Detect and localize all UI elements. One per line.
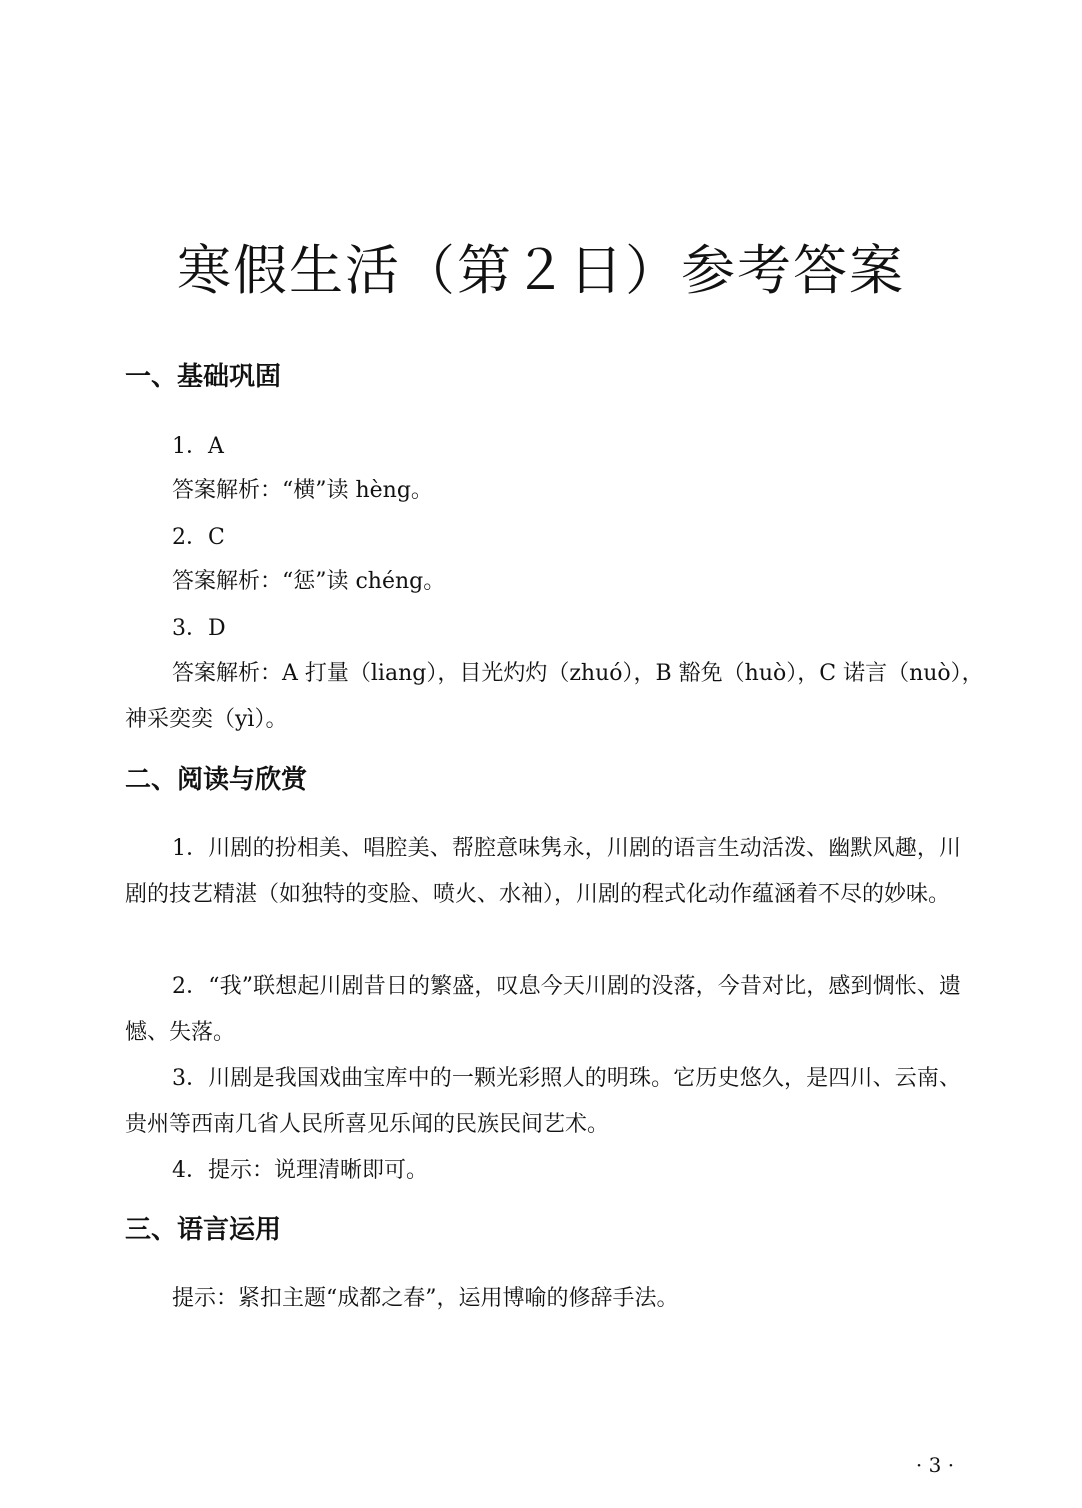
analysis-3-line2: 神采奕奕（yì）。 (125, 707, 288, 732)
answer-3: 3．D (172, 616, 226, 641)
analysis-1: 答案解析：“横”读 hèng。 (172, 478, 433, 503)
page-title: 寒假生活（第２日）参考答案 (177, 239, 905, 302)
section-heading-language: 三、语言运用 (125, 1215, 282, 1245)
reading-answer-1: 1．川剧的扮相美、唱腔美、帮腔意味隽永，川剧的语言生动活泼、幽默风趣，川剧的技艺精湛（如独特的变脸、喷火、水袖），川剧的程式化动作蕴涵着不尽的妙味。 (125, 836, 961, 907)
reading-answer-3: 3．川剧是我国戏曲宝库中的一颗光彩照人的明珠。它历史悠久，是四川、云南、贵州等西南几省人民所喜见乐闻的民族民间艺术。 (125, 1066, 961, 1137)
section-heading-reading: 二、阅读与欣赏 (125, 765, 308, 795)
analysis-3-line1: 答案解析：A 打量（liang），目光灼灼（zhuó），B 豁免（huò），C 诺言（nuò）， (172, 661, 984, 686)
reading-answer-2: 2．“我”联想起川剧昔日的繁盛，叹息今天川剧的没落，今昔对比，感到惆怅、遗憾、失落。 (125, 974, 961, 1045)
reading-answer-4: 4．提示：说理清晰即可。 (172, 1158, 428, 1183)
section-heading-basics: 一、基础巩固 (125, 362, 282, 392)
answer-2: 2．C (172, 525, 225, 550)
page-number: · 3 · (915, 1453, 955, 1477)
analysis-2: 答案解析：“惩”读 chéng。 (172, 569, 446, 594)
answer-1: 1．A (172, 434, 224, 459)
language-hint: 提示：紧扣主题“成都之春”，运用博喻的修辞手法。 (172, 1286, 679, 1311)
